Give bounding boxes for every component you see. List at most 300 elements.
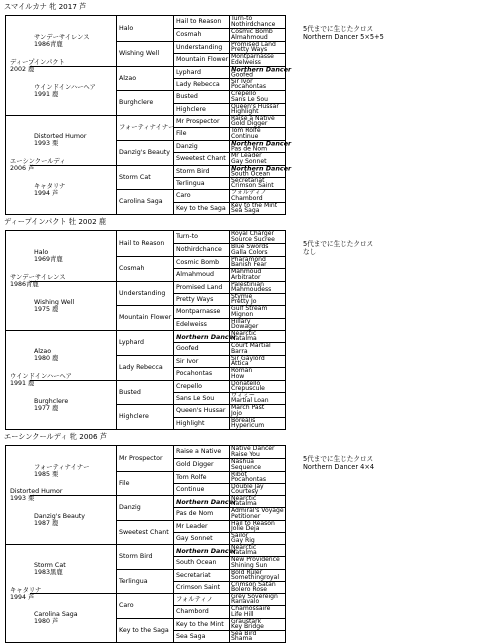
ancestor-gen5-cell-line: Nashua	[231, 458, 254, 466]
ancestor-gen4-cell[interactable]	[173, 78, 229, 90]
ancestor-gen5-cell[interactable]	[229, 569, 285, 581]
ancestor-gen5-cell-text	[231, 631, 256, 643]
ancestor-gen5-cell-line: Martial Loan	[231, 397, 269, 405]
ancestor-gen5-cell-line: Borealis	[231, 416, 256, 424]
grandparent-line: Danzig's Beauty	[34, 512, 86, 520]
ancestor-gen4-cell-text	[176, 511, 213, 517]
ancestor-gen4-cell[interactable]	[173, 281, 229, 293]
ancestor-gen4-cell[interactable]	[173, 417, 229, 429]
ancestor-gen3-cell-line: Carolina Saga	[119, 197, 163, 205]
ancestor-gen5-cell-line: Highlight	[231, 108, 259, 116]
ancestor-gen5-cell[interactable]	[229, 281, 285, 293]
ancestor-gen5-cell-text	[231, 533, 255, 545]
ancestor-gen3-cell[interactable]	[116, 471, 173, 495]
ancestor-gen5-cell[interactable]	[229, 231, 285, 243]
ancestor-gen3-cell-line: Storm Bird	[119, 552, 153, 560]
grandparent-cell[interactable]	[30, 593, 86, 642]
ancestor-gen4-cell-line: Sweetest Chant	[176, 154, 226, 162]
ancestor-gen4-cell[interactable]	[173, 605, 229, 618]
ancestor-gen5-cell-line: Natalma	[231, 549, 257, 557]
ancestor-gen5-cell-line: Sir Gaylord	[231, 354, 265, 362]
ancestor-gen4-cell-line: Northern Dancer	[176, 497, 237, 506]
ancestor-gen4-cell-line: Storm Bird	[176, 167, 210, 175]
ancestor-gen3-cell-text	[119, 578, 148, 584]
ancestor-gen4-cell[interactable]	[173, 483, 229, 495]
ancestor-gen4-cell[interactable]	[173, 495, 237, 507]
ancestor-gen4-cell[interactable]	[173, 618, 229, 630]
ancestor-gen3-cell[interactable]	[116, 189, 173, 214]
ancestor-gen5-cell[interactable]	[229, 507, 285, 520]
ancestor-gen4-cell-text	[176, 584, 220, 590]
ancestor-gen4-cell-line: Chambord	[176, 607, 209, 615]
grandparent-cell[interactable]	[30, 495, 86, 544]
ancestor-gen3-cell[interactable]	[116, 330, 173, 355]
ancestor-gen3-cell-line: Burghclere	[119, 98, 154, 106]
ancestor-gen3-cell-line: Lady Rebecca	[119, 363, 163, 371]
ancestor-gen4-cell-text	[176, 609, 209, 615]
sire-dam-cell-line: Distorted Humor	[10, 487, 63, 495]
ancestor-gen5-cell[interactable]	[229, 189, 285, 202]
grandparent-text	[34, 34, 90, 48]
ancestor-gen3-cell[interactable]	[116, 16, 173, 41]
ancestor-gen4-cell[interactable]	[173, 256, 229, 268]
ancestor-gen4-cell-line: Caro	[176, 191, 191, 199]
ancestor-gen3-cell-text	[119, 389, 141, 395]
ancestor-gen4-cell-text	[176, 106, 206, 112]
ancestor-gen4-cell-text	[176, 498, 236, 504]
ancestor-gen4-cell[interactable]	[173, 28, 229, 41]
sire-dam-cell-line: 1993 栗	[10, 495, 35, 502]
ancestor-gen5-cell[interactable]	[229, 202, 285, 214]
ancestor-gen5-cell-text	[231, 368, 252, 380]
ancestor-gen5-cell[interactable]	[229, 556, 285, 569]
ancestor-gen4-cell[interactable]	[173, 243, 229, 256]
ancestor-gen3-cell[interactable]	[116, 618, 173, 642]
ancestor-gen5-cell[interactable]	[229, 78, 285, 90]
ancestor-gen5-cell[interactable]	[229, 495, 285, 507]
ancestor-gen5-cell[interactable]	[229, 28, 285, 41]
ancestor-gen4-cell[interactable]	[173, 404, 229, 417]
ancestor-gen5-cell[interactable]	[229, 115, 285, 127]
ancestor-gen4-cell[interactable]	[173, 305, 229, 318]
ancestor-gen5-cell-line: Gold Digger	[231, 120, 268, 128]
ancestor-gen5-cell[interactable]	[229, 164, 292, 178]
ancestor-gen4-cell[interactable]	[173, 318, 229, 330]
ancestor-gen5-cell[interactable]	[229, 544, 285, 556]
ancestor-gen5-cell[interactable]	[229, 581, 285, 593]
grandparent-cell[interactable]	[30, 330, 86, 380]
ancestor-gen5-cell[interactable]	[229, 532, 285, 544]
ancestor-gen4-cell-line: Continue	[176, 485, 205, 493]
ancestor-gen3-cell[interactable]	[116, 355, 173, 380]
ancestor-gen5-cell[interactable]	[229, 458, 285, 471]
ancestor-gen3-cell[interactable]	[116, 446, 173, 471]
ancestor-gen5-cell-line: Turn-to	[231, 15, 253, 23]
ancestor-gen4-cell-line: Gay Sonnet	[176, 534, 213, 542]
ancestor-gen5-cell[interactable]	[229, 318, 285, 330]
ancestor-gen4-cell[interactable]	[173, 458, 229, 471]
ancestor-gen5-cell-line: Crimson Saint	[231, 182, 274, 190]
ancestor-gen4-cell[interactable]	[173, 471, 229, 483]
ancestor-gen3-cell[interactable]	[116, 404, 173, 429]
ancestor-gen5-cell[interactable]	[229, 520, 285, 532]
ancestor-gen4-cell-text	[176, 321, 207, 327]
ancestor-gen5-cell-text	[231, 282, 271, 294]
ancestor-gen5-cell-line: Hypericum	[231, 422, 265, 430]
ancestor-gen5-cell-line: Bolero Rose	[231, 586, 267, 594]
ancestor-gen4-cell[interactable]	[173, 293, 229, 305]
grandparent-cell[interactable]	[30, 165, 86, 214]
cross-note	[303, 26, 384, 41]
ancestor-gen5-cell-line: Sailor	[231, 531, 249, 539]
ancestor-gen5-cell[interactable]	[229, 342, 285, 355]
ancestor-gen4-cell-line: Queen's Hussar	[176, 406, 226, 414]
ancestor-gen5-cell-line: Courtesy	[231, 488, 259, 496]
grandparent-line: 1987 鹿	[34, 519, 59, 527]
ancestor-gen4-cell-text	[176, 535, 213, 541]
ancestor-gen3-cell-text	[119, 603, 134, 609]
ancestor-gen5-cell-line: Palestinian	[231, 280, 264, 288]
ancestor-gen4-cell-line: Terlingua	[176, 179, 205, 187]
ancestor-gen5-cell[interactable]	[229, 417, 285, 429]
ancestor-gen4-cell[interactable]	[173, 556, 229, 569]
ancestor-gen5-cell-line: Nearctic	[231, 329, 257, 337]
grandparent-line: Halo	[34, 248, 49, 256]
ancestor-gen4-cell[interactable]	[173, 342, 229, 355]
ancestor-gen3-cell-line: Halo	[119, 24, 134, 32]
ancestor-gen4-cell[interactable]	[173, 330, 237, 342]
ancestor-gen5-cell[interactable]	[229, 392, 285, 404]
row-divider	[30, 165, 116, 166]
ancestor-gen5-cell[interactable]	[229, 380, 285, 392]
ancestor-gen5-cell-text	[231, 356, 265, 368]
ancestor-gen4-cell[interactable]	[173, 140, 229, 152]
sire-dam-cell-line: エーシンクールディ	[10, 157, 66, 165]
ancestor-gen5-cell-line: ヴィミー	[231, 391, 256, 399]
ancestor-gen3-cell-text	[119, 240, 164, 246]
ancestor-gen4-cell-text	[176, 81, 220, 87]
pedigree-title: エーシンクールディ 牝 2006 芦	[4, 432, 108, 441]
ancestor-gen5-cell-line: Goofed	[231, 72, 253, 79]
ancestor-gen5-cell[interactable]	[229, 41, 285, 53]
ancestor-gen4-cell-text	[176, 309, 220, 315]
ancestor-gen3-cell-line: Busted	[119, 388, 141, 396]
ancestor-gen3-cell[interactable]	[116, 495, 173, 520]
cross-note-line: 5代までに生じたクロス	[303, 455, 374, 463]
ancestor-gen5-cell-line: Somethingroyal	[231, 574, 280, 582]
grandparent-text	[34, 610, 78, 624]
grandparent-cell[interactable]	[30, 544, 86, 593]
ancestor-gen3-cell-text	[119, 340, 144, 346]
ancestor-gen5-cell[interactable]	[229, 483, 285, 495]
ancestor-gen3-cell[interactable]	[116, 90, 173, 115]
ancestor-gen4-cell[interactable]	[173, 593, 229, 605]
ancestor-gen4-cell-text	[176, 284, 222, 290]
ancestor-gen5-cell[interactable]	[229, 446, 285, 458]
ancestor-gen4-cell[interactable]	[173, 127, 229, 140]
ancestor-gen5-cell[interactable]	[229, 355, 285, 367]
ancestor-gen4-cell[interactable]	[173, 202, 229, 214]
cross-note-line: 5代までに生じたクロス	[303, 25, 374, 33]
ancestor-gen4-cell-text	[176, 247, 222, 253]
ancestor-gen5-cell[interactable]	[229, 243, 285, 256]
ancestor-gen4-cell[interactable]	[173, 16, 229, 28]
ancestor-gen5-cell-line: Crepuscule	[231, 385, 265, 393]
ancestor-gen4-cell-text	[176, 234, 198, 240]
grandparent-cell[interactable]	[30, 115, 86, 165]
sire-dam-cell-line: ディープインパクト	[10, 58, 65, 66]
ancestor-gen4-cell-line: Gold Digger	[176, 460, 214, 468]
ancestor-gen4-cell[interactable]	[173, 532, 229, 544]
ancestor-gen4-cell[interactable]	[173, 41, 229, 53]
ancestor-gen3-cell[interactable]	[116, 165, 173, 189]
ancestor-gen5-cell-text	[231, 257, 267, 269]
ancestor-gen5-cell[interactable]	[229, 65, 292, 79]
ancestor-gen5-cell-line: Sea Saga	[231, 207, 260, 215]
ancestor-gen5-cell[interactable]	[229, 471, 285, 483]
ancestor-gen4-cell-text	[176, 143, 198, 149]
ancestor-gen5-cell[interactable]	[229, 630, 285, 642]
cross-note-line: なし	[303, 247, 317, 256]
ancestor-gen5-cell-line: Pocahontas	[231, 83, 267, 91]
ancestor-gen4-cell-text	[176, 118, 220, 124]
ancestor-gen4-cell-line: Highclere	[176, 105, 206, 113]
ancestor-gen5-cell[interactable]	[229, 256, 285, 268]
ancestor-gen5-cell-text	[231, 244, 268, 256]
ancestor-gen5-cell[interactable]	[229, 16, 285, 28]
ancestor-gen4-cell-text	[176, 449, 221, 455]
ancestor-gen4-cell-text	[176, 19, 221, 25]
grandparent-cell[interactable]	[30, 380, 86, 429]
ancestor-gen5-cell-line: Pharamond	[231, 255, 266, 263]
grandparent-line: 1977 鹿	[34, 404, 59, 412]
ancestor-gen4-cell[interactable]	[173, 392, 229, 404]
ancestor-gen5-cell-line: Ranavalo	[231, 598, 260, 606]
ancestor-gen5-cell-line: Gay Sonnet	[231, 158, 267, 165]
ancestor-gen3-cell-text	[119, 75, 136, 81]
ancestor-gen5-cell-line: Pretty Jo	[231, 298, 257, 306]
ancestor-gen4-cell[interactable]	[173, 66, 229, 78]
ancestor-gen4-cell-text	[176, 32, 202, 38]
row-divider	[30, 281, 116, 282]
ancestor-gen3-cell-text	[119, 25, 133, 31]
ancestor-gen3-cell[interactable]	[116, 544, 173, 569]
ancestor-gen4-cell[interactable]	[173, 177, 229, 189]
ancestor-gen3-cell[interactable]	[116, 140, 173, 165]
ancestor-gen3-cell[interactable]	[116, 520, 173, 544]
ancestor-gen5-cell-line: Hail to Reason	[231, 519, 275, 527]
ancestor-gen4-cell-text	[176, 523, 208, 529]
ancestor-gen3-cell[interactable]	[116, 256, 173, 281]
ancestor-gen5-cell-line: Double Jay	[231, 482, 264, 490]
ancestor-gen3-cell[interactable]	[116, 380, 173, 404]
ancestor-gen5-cell[interactable]	[229, 90, 285, 103]
ancestor-gen5-cell[interactable]	[229, 268, 285, 281]
ancestor-gen5-cell[interactable]	[229, 605, 285, 618]
sire-dam-cell-line: キャタリナ	[10, 586, 42, 594]
ancestor-gen3-cell-text	[119, 51, 159, 57]
ancestor-gen5-cell-line: Royal Charger	[231, 230, 275, 238]
ancestor-gen5-cell-line: Pocahontas	[231, 476, 267, 484]
grandparent-line: 1993 栗	[34, 140, 59, 147]
ancestor-gen5-cell-line: Northern Dancer	[231, 65, 292, 74]
ancestor-gen5-cell[interactable]	[229, 593, 285, 605]
ancestor-gen3-cell[interactable]	[116, 281, 173, 305]
ancestor-gen4-cell[interactable]	[173, 630, 229, 642]
ancestor-gen3-cell[interactable]	[116, 66, 173, 90]
ancestor-gen5-cell[interactable]	[229, 103, 285, 115]
ancestor-gen5-cell-line: Gulf Stream	[231, 305, 268, 313]
ancestor-gen5-cell-line: Almahmoud	[231, 34, 268, 41]
grandparent-cell[interactable]	[30, 446, 90, 495]
ancestor-gen5-cell-line: Jojo	[231, 410, 242, 417]
ancestor-gen5-cell[interactable]	[229, 152, 285, 165]
ancestor-gen3-cell-text	[119, 150, 170, 156]
grandparent-line: Burghclere	[34, 397, 69, 405]
ancestor-gen4-cell-line: Crimson Saint	[176, 583, 221, 591]
ancestor-gen3-cell-line: Danzig	[119, 503, 141, 511]
ancestor-gen5-cell-line: Ribot	[231, 470, 247, 478]
ancestor-gen5-cell-text	[231, 29, 273, 41]
ancestor-gen4-cell[interactable]	[173, 544, 237, 556]
ancestor-gen5-cell[interactable]	[229, 404, 285, 417]
ancestor-gen4-cell[interactable]	[173, 90, 229, 103]
grandparent-cell[interactable]	[30, 66, 96, 115]
ancestor-gen3-cell-text	[119, 414, 149, 420]
ancestor-gen5-cell-text	[231, 190, 267, 202]
ancestor-gen4-cell-line: Turn-to	[176, 232, 198, 240]
ancestor-gen4-cell-text	[176, 633, 205, 639]
ancestor-gen3-cell-line: Understanding	[119, 289, 166, 297]
ancestor-gen5-cell-line: Shining Sun	[231, 562, 268, 569]
ancestor-gen4-cell[interactable]	[173, 103, 229, 115]
ancestor-gen4-cell-text	[176, 621, 224, 627]
ancestor-gen4-cell[interactable]	[173, 367, 229, 380]
ancestor-gen5-cell-line: Secretariat	[231, 176, 265, 184]
ancestor-gen4-cell-line: Cosmic Bomb	[176, 258, 220, 266]
ancestor-gen4-cell-text	[176, 296, 213, 302]
ancestor-gen4-cell[interactable]	[173, 115, 229, 127]
ancestor-gen4-cell[interactable]	[173, 53, 229, 66]
ancestor-gen5-cell[interactable]	[229, 305, 285, 318]
ancestor-gen5-cell-line: Native Dancer	[231, 445, 275, 453]
cross-note	[303, 241, 373, 256]
ancestor-gen5-cell-line: New Providence	[231, 556, 280, 564]
ancestor-gen4-cell-line: Secretariat	[176, 571, 211, 579]
ancestor-gen4-cell-text	[176, 358, 198, 364]
ancestor-gen4-cell-line: Northern Dancer	[176, 332, 237, 341]
ancestor-gen5-cell[interactable]	[229, 127, 285, 140]
ancestor-gen4-cell[interactable]	[173, 446, 229, 458]
ancestor-gen5-cell-line: Chamossaire	[231, 605, 271, 613]
ancestor-gen5-cell-line: Crimson Satan	[231, 580, 276, 588]
ancestor-gen3-cell-line: Cosmah	[119, 264, 145, 272]
ancestor-gen3-cell[interactable]	[116, 231, 173, 256]
grandparent-line: フォーティナイナー	[34, 463, 90, 471]
ancestor-gen5-cell-line: Sequence	[231, 464, 262, 471]
pedigree-title: スマイルカナ 牝 2017 芦	[4, 2, 87, 11]
ancestor-gen3-cell[interactable]	[116, 569, 173, 593]
ancestor-gen5-cell-text	[231, 128, 261, 140]
ancestor-gen4-cell-line: Mr Leader	[176, 522, 208, 530]
ancestor-gen5-cell[interactable]	[229, 139, 292, 153]
ancestor-gen4-cell[interactable]	[173, 231, 229, 243]
ancestor-gen5-cell-text	[231, 343, 271, 355]
grandparent-cell[interactable]	[30, 231, 86, 281]
ancestor-gen4-cell[interactable]	[173, 152, 229, 165]
ancestor-gen4-cell-text	[176, 572, 211, 578]
grandparent-line: 1969青鹿	[34, 256, 63, 263]
ancestor-gen4-cell-text	[176, 180, 205, 186]
ancestor-gen5-cell-text	[231, 582, 276, 594]
ancestor-gen5-cell-line: Jolie Deja	[231, 525, 260, 533]
ancestor-gen5-cell-line: Dowager	[231, 323, 259, 331]
ancestor-gen4-cell[interactable]	[173, 380, 229, 392]
sire-dam-cell-line: サンデーサイレンス	[10, 273, 66, 281]
ancestor-gen3-cell-text	[119, 199, 163, 205]
ancestor-gen5-cell-text	[231, 570, 279, 582]
ancestor-gen4-cell-line: Sans Le Sou	[176, 394, 215, 402]
ancestor-gen3-cell-line: Storm Cat	[119, 173, 151, 181]
ancestor-gen4-cell[interactable]	[173, 355, 229, 367]
row-divider	[30, 380, 116, 381]
ancestor-gen4-cell[interactable]	[173, 268, 229, 281]
sire-dam-cell-line: 2006 芦	[10, 165, 35, 172]
ancestor-gen5-cell-text	[231, 381, 265, 393]
ancestor-gen5-cell-line: Raise You	[231, 451, 260, 458]
ancestor-gen4-cell[interactable]	[173, 581, 229, 593]
ancestor-gen4-cell-text	[176, 547, 236, 553]
ancestor-gen5-cell-line: Hillary	[231, 317, 251, 325]
ancestor-gen5-cell[interactable]	[229, 618, 285, 630]
grandparent-cell[interactable]	[30, 16, 90, 66]
grandparent-line: Distorted Humor	[34, 132, 87, 140]
ancestor-gen5-cell[interactable]	[229, 177, 285, 189]
ancestor-gen4-cell-line: Sir Ivor	[176, 357, 199, 365]
ancestor-gen3-cell[interactable]	[116, 305, 173, 330]
ancestor-gen5-cell[interactable]	[229, 330, 285, 342]
ancestor-gen5-cell-line: Donatello	[231, 379, 261, 387]
ancestor-gen5-cell[interactable]	[229, 367, 285, 380]
ancestor-gen4-cell-line: フォルティノ	[176, 595, 213, 603]
cross-note-line: Northern Dancer 5×5+5	[303, 32, 384, 41]
ancestor-gen4-cell-text	[176, 168, 209, 174]
ancestor-gen4-cell[interactable]	[173, 507, 229, 520]
grandparent-cell[interactable]	[30, 281, 86, 330]
ancestor-gen3-cell[interactable]	[116, 593, 173, 618]
ancestor-gen4-cell[interactable]	[173, 165, 229, 177]
ancestor-gen5-cell-line: Blue Swords	[231, 243, 269, 251]
ancestor-gen5-cell[interactable]	[229, 53, 285, 66]
ancestor-gen4-cell[interactable]	[173, 520, 229, 532]
ancestor-gen3-cell-text	[119, 480, 130, 486]
ancestor-gen5-cell[interactable]	[229, 293, 285, 305]
ancestor-gen4-cell[interactable]	[173, 189, 229, 202]
ancestor-gen4-cell-line: Busted	[176, 92, 198, 100]
ancestor-gen3-cell[interactable]	[116, 41, 173, 66]
ancestor-gen5-cell-text	[231, 269, 261, 281]
pedigree-table	[5, 15, 292, 215]
ancestor-gen4-cell-line: Goofed	[176, 344, 199, 352]
ancestor-gen5-cell-line: Attica	[231, 360, 249, 368]
ancestor-gen5-cell-line: Gay Rig	[231, 537, 255, 545]
row-divider	[30, 593, 116, 594]
ancestor-gen4-cell[interactable]	[173, 569, 229, 581]
ancestor-gen4-cell-line: Hail to Reason	[176, 17, 222, 25]
ancestor-gen3-cell[interactable]	[116, 115, 173, 140]
ancestor-gen3-cell-text	[119, 455, 163, 461]
ancestor-gen5-cell-text	[231, 557, 280, 569]
